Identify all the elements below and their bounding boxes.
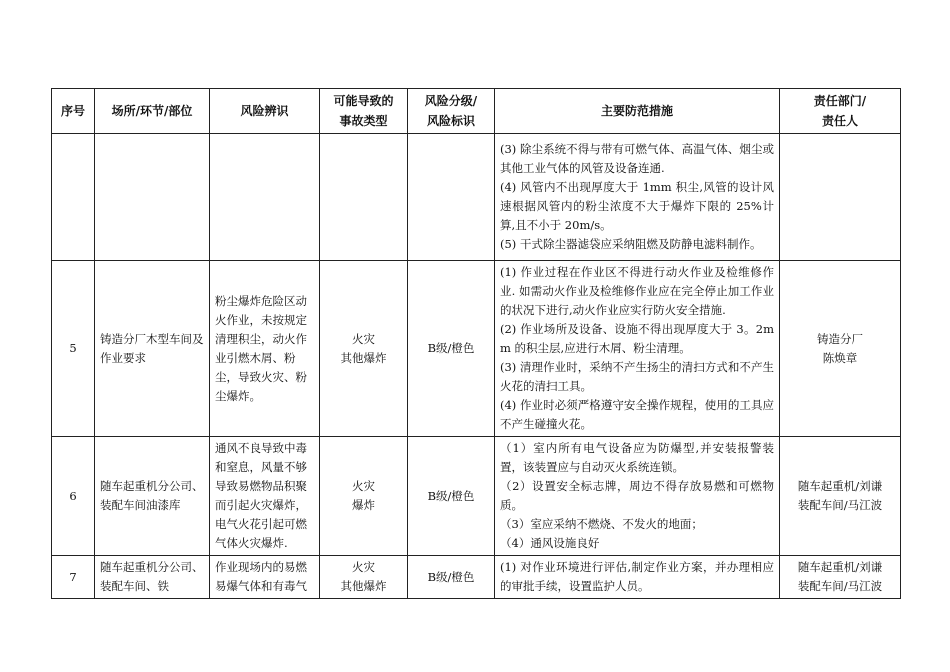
cell-measures: [495, 134, 780, 261]
measure-item: （2）设置安全标志牌，周边不得存放易燃和可燃物质。: [500, 479, 774, 512]
table-row: [52, 134, 901, 261]
cell-serial-no: 7: [52, 556, 95, 599]
cell-measures: [495, 556, 780, 599]
cell-serial-no: 5: [52, 261, 95, 437]
header-place: 场所/环节/部位: [95, 89, 210, 134]
table-row: [52, 261, 901, 437]
cell-accident: 火灾 其他爆炸: [320, 261, 408, 437]
header-serial-no: 序号: [52, 89, 95, 134]
measure-item: （1）室内所有电气设备应为防爆型,并安装报警装置，该装置应与自动灭火系统连锁。: [500, 441, 774, 474]
header-risk-level: 风险分级/ 风险标识: [408, 89, 495, 134]
measure-item: (3) 清理作业时，采纳不产生扬尘的清扫方式和不产生火花的清扫工具。: [500, 360, 774, 393]
cell-measures: [495, 437, 780, 556]
cell-place: 铸造分厂木型车间及作业要求: [95, 261, 210, 437]
cell-level: B级/橙色: [408, 437, 495, 556]
measure-item: （4）通风设施良好: [500, 536, 600, 550]
table-row: [52, 437, 901, 556]
measure-item: (4) 作业时必须严格遵守安全操作规程，使用的工具应不产生碰撞火花。: [500, 398, 774, 431]
cell-responsible: 随车起重机/刘谦 装配车间/马江波: [780, 437, 901, 556]
table-header-row: [52, 89, 901, 134]
measure-item: (2) 作业场所及设备、设施不得出现厚度大于 3。2mm 的积尘层,应进行木屑、粉尘清理。: [500, 322, 774, 355]
measure-item: (5) 干式除尘器滤袋应采纳阻燃及防静电滤料制作。: [500, 237, 762, 251]
cell-measures: [495, 261, 780, 437]
cell-level: [408, 134, 495, 261]
measure-item: (1) 对作业环境进行评估,制定作业方案，并办理相应的审批手续，设置监护人员。: [500, 560, 774, 593]
cell-responsible: 随车起重机/刘谦 装配车间/马江波: [780, 556, 901, 599]
cell-place: 随车起重机分公司、装配车间、铁: [95, 556, 210, 599]
header-measures: 主要防范措施: [495, 89, 780, 134]
cell-responsible: [780, 134, 901, 261]
cell-place: [95, 134, 210, 261]
cell-accident: [320, 134, 408, 261]
cell-level: B级/橙色: [408, 556, 495, 599]
header-responsible: 责任部门/ 责任人: [780, 89, 901, 134]
measure-item: (1) 作业过程在作业区不得进行动火作业及检维修作业. 如需动火作业及检维修作业应在完全停止加工作业的状况下进行,动火作业应实行防火安全措施.: [500, 265, 774, 317]
cell-risk: 粉尘爆炸危险区动火作业，未按规定清理积尘，动火作业引燃木屑、粉尘，导致火灾、粉尘爆炸。: [210, 261, 320, 437]
table-row: [52, 556, 901, 599]
cell-responsible: 铸造分厂 陈焕章: [780, 261, 901, 437]
cell-accident: 火灾 其他爆炸: [320, 556, 408, 599]
measure-item: （3）室应采纳不燃烧、不发火的地面；: [500, 517, 703, 531]
measure-item: (3) 除尘系统不得与带有可燃气体、高温气体、烟尘或其他工业气体的风管及设备连通.: [500, 142, 774, 175]
measure-item: (4) 风管内不出现厚度大于 1mm 积尘,风管的设计风速根据风管内的粉尘浓度不大于爆炸下限的 25%计算,且不小于 20m/s。: [500, 180, 774, 232]
cell-place: 随车起重机分公司、装配车间油漆库: [95, 437, 210, 556]
cell-level: B级/橙色: [408, 261, 495, 437]
cell-serial-no: [52, 134, 95, 261]
cell-risk: 通风不良导致中毒和窒息，风量不够导致易燃物品积聚而引起火灾爆炸，电气火花引起可燃气体火灾爆炸.: [210, 437, 320, 556]
cell-serial-no: 6: [52, 437, 95, 556]
cell-risk: 作业现场内的易燃易爆气体和有毒气: [210, 556, 320, 599]
cell-risk: [210, 134, 320, 261]
header-risk-identification: 风险辨识: [210, 89, 320, 134]
cell-accident: 火灾 爆炸: [320, 437, 408, 556]
header-accident-type: 可能导致的 事故类型: [320, 89, 408, 134]
risk-control-table: [51, 88, 901, 599]
